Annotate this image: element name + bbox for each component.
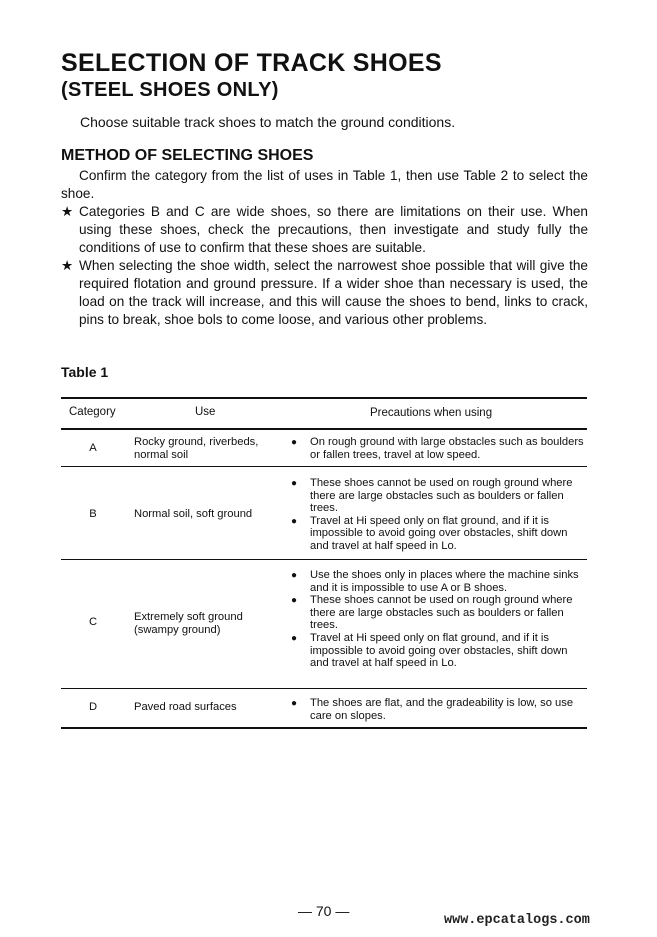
- method-note: [61, 203, 588, 257]
- bullet-icon: ●: [291, 515, 298, 527]
- page-number: — 70 —: [298, 903, 350, 919]
- precaution-item: [289, 569, 587, 594]
- bullet-icon: ●: [291, 478, 298, 489]
- bullet-icon: ●: [291, 437, 298, 448]
- method-note: [61, 257, 588, 329]
- precaution-item: [289, 515, 587, 553]
- row-a-category: A: [89, 442, 97, 454]
- precaution-item: [289, 632, 587, 670]
- precaution-item: [289, 594, 587, 632]
- table-top-rule: [61, 397, 587, 399]
- row-divider: [61, 688, 587, 689]
- bullet-icon: ●: [291, 595, 298, 607]
- row-d-use: Paved road surfaces: [134, 701, 237, 713]
- precaution-text: These shoes cannot be used on rough ground where there are large obstacles such as boulders or fallen trees.: [310, 594, 573, 632]
- star-icon: ★: [61, 204, 74, 219]
- header-precautions: Precautions when using: [370, 407, 493, 419]
- star-icon: ★: [61, 258, 74, 273]
- table-bottom-rule: [61, 727, 587, 729]
- precaution-text: Use the shoes only in places where the machine sinks and it is impossible to use A or B shoes.: [310, 569, 579, 594]
- row-c-category: C: [88, 616, 98, 628]
- method-heading: METHOD OF SELECTING SHOES: [61, 147, 314, 164]
- method-section: [61, 167, 588, 329]
- watermark-link[interactable]: www.epcatalogs.com: [444, 913, 590, 928]
- precaution-text: On rough ground with large obstacles such as boulders or fallen trees, travel at low speed.: [310, 436, 584, 461]
- precaution-item: [289, 697, 587, 722]
- precaution-item: [289, 436, 587, 461]
- method-note-text: When selecting the shoe width, select the narrowest shoe possible that will give the required flotation and ground pressure. If a wider shoe than necessary is used, the load on the track will increase, and this will cause the shoes to bend, links to crack, pins to break, shoe bols to come loose, and various other problems.: [79, 258, 588, 327]
- table-header-rule: [61, 428, 587, 430]
- row-c-use: Extremely soft ground (swampy ground): [134, 611, 243, 636]
- precaution-text: Travel at Hi speed only on flat ground, and if it is impossible to avoid going over obstacles, shift down and travel at half speed in Lo.: [310, 514, 568, 552]
- header-category: Category: [69, 406, 116, 418]
- row-b-precautions: [289, 477, 587, 553]
- precaution-text: The shoes are flat, and the gradeability is low, so use care on slopes.: [310, 697, 574, 722]
- page-title: SELECTION OF TRACK SHOES: [61, 49, 442, 77]
- page-subtitle: (STEEL SHOES ONLY): [61, 79, 279, 101]
- row-d-category: D: [88, 701, 98, 713]
- precaution-text: These shoes cannot be used on rough ground where there are large obstacles such as boulders or fallen trees.: [310, 477, 573, 515]
- table-label: Table 1: [61, 364, 109, 380]
- row-a-precautions: [289, 436, 587, 461]
- bullet-icon: ●: [291, 698, 298, 709]
- intro-text: Choose suitable track shoes to match the ground conditions.: [80, 114, 456, 130]
- row-divider: [61, 559, 587, 560]
- row-b-use: Normal soil, soft ground: [134, 508, 253, 520]
- row-a-use: Rocky ground, riverbeds, normal soil: [134, 436, 259, 461]
- row-divider: [61, 466, 587, 467]
- method-note-text: Categories B and C are wide shoes, so there are limitations on their use. When using these shoes, check the precautions, then investigate and study fully the conditions of use to confirm that these shoes are suitable.: [79, 204, 588, 255]
- bullet-icon: ●: [291, 570, 298, 581]
- track-shoe-table: [61, 397, 587, 730]
- precaution-text: Travel at Hi speed only on flat ground, and if it is impossible to avoid going over obstacles, shift down and travel at half speed in Lo.: [310, 631, 568, 670]
- precaution-item: [289, 477, 587, 515]
- row-c-precautions: [289, 569, 587, 670]
- row-b-category: B: [89, 508, 97, 520]
- header-use: Use: [195, 406, 216, 418]
- method-paragraph: Confirm the category from the list of uses in Table 1, then use Table 2 to select the shoe.: [61, 168, 588, 201]
- bullet-icon: ●: [291, 632, 298, 644]
- row-d-precautions: [289, 697, 587, 722]
